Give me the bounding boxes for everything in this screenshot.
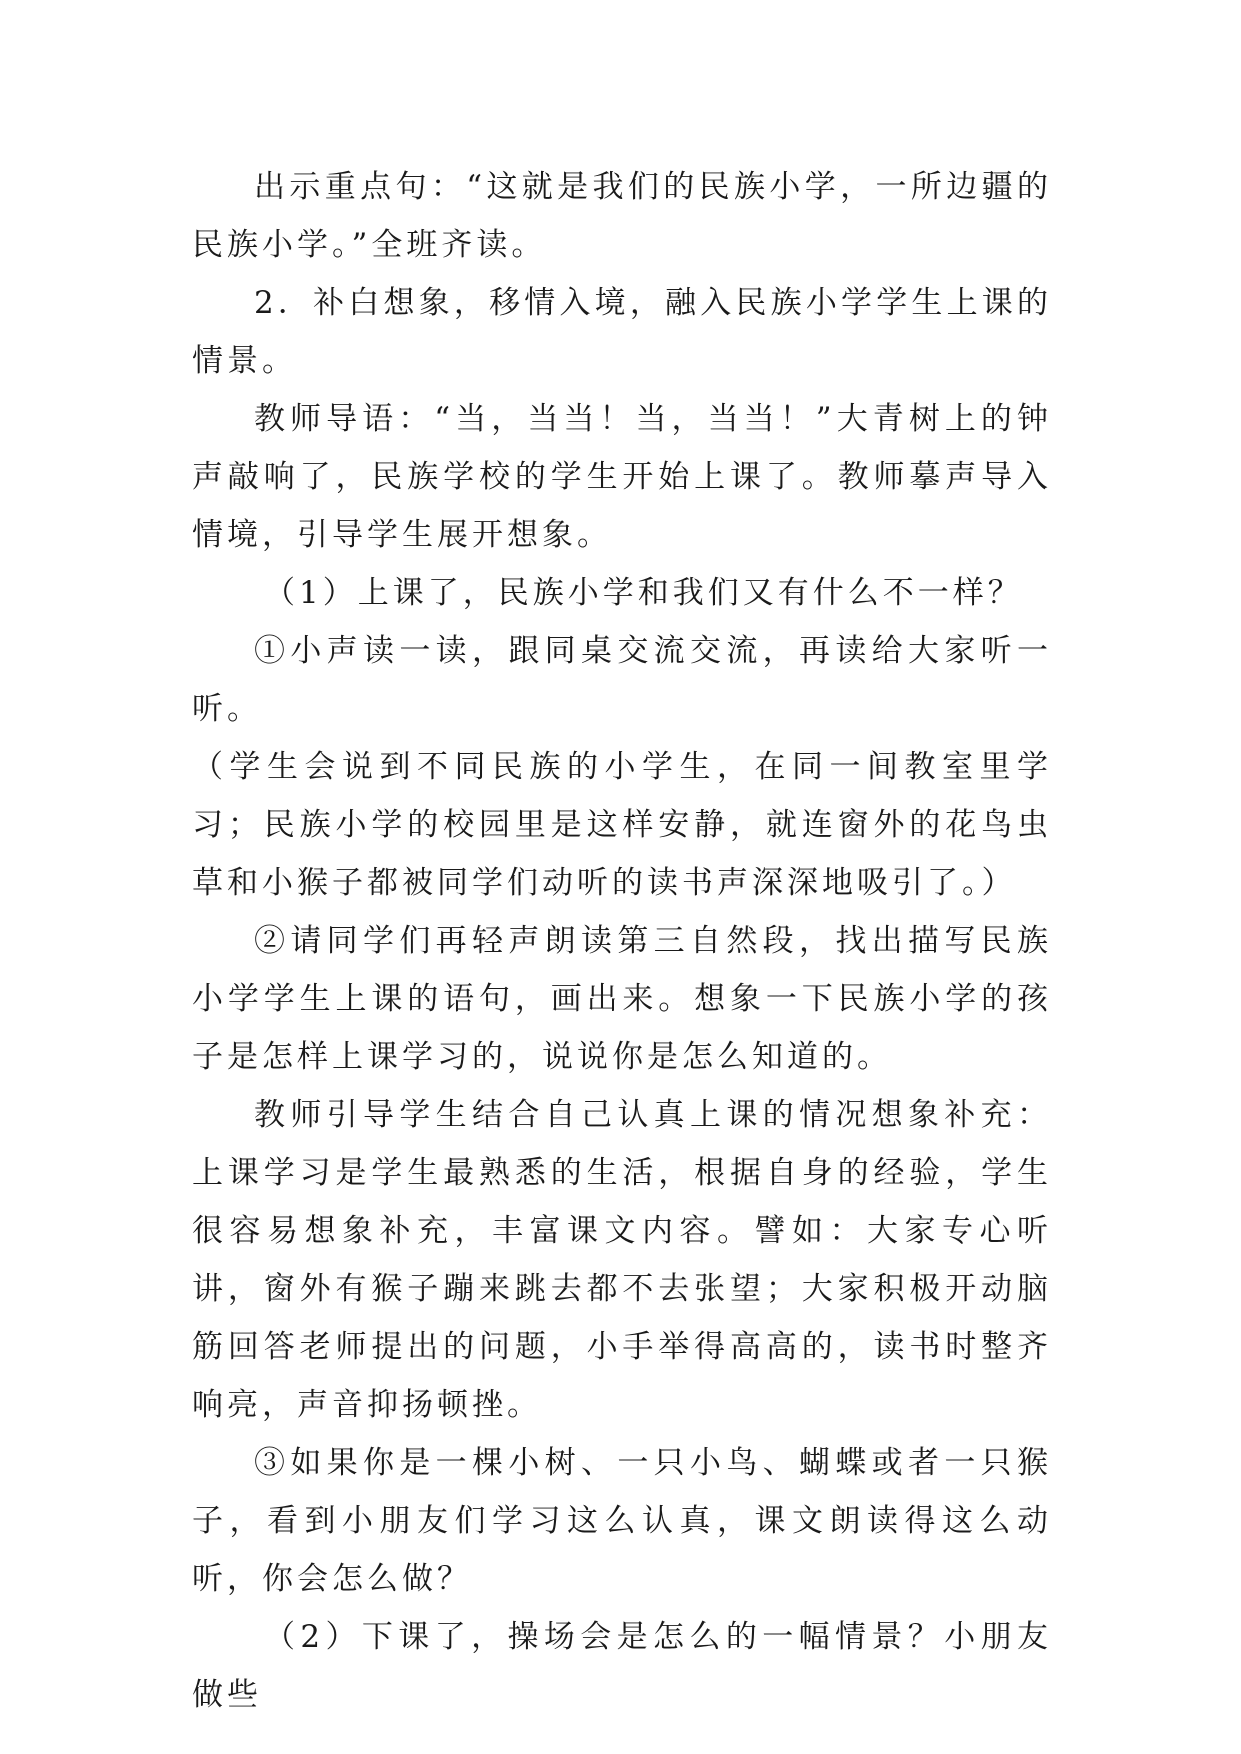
paragraph-item-3: ③如果你是一棵小树、一只小鸟、蝴蝶或者一只猴子，看到小朋友们学习这么认真，课文朗读得这么动听，你会怎么做？ [192, 1445, 1052, 1597]
paragraph-teacher-guidance: 教师引导学生结合自己认真上课的情况想象补充：上课学习是学生最熟悉的生活，根据自身的经验，学生很容易想象补充，丰富课文内容。譬如：大家专心听讲，窗外有猴子蹦来跳去都不去张望；大家积极开动脑筋回答老师提出的问题，小手举得高高的，读书时整齐响亮，声音抑扬顿挫。 [192, 1097, 1052, 1423]
paragraph-question-2: （2）下课了，操场会是怎么的一幅情景？小朋友做些 [192, 1619, 1052, 1713]
paragraph-item-1: ①小声读一读，跟同桌交流交流，再读给大家听一听。 [192, 633, 1052, 727]
paragraph-teacher-intro: 教师导语：“当，当当！当，当当！”大青树上的钟声敲响了，民族学校的学生开始上课了。教师摹声导入情境，引导学生展开想象。 [192, 401, 1052, 553]
paragraph-key-sentence: 出示重点句：“这就是我们的民族小学，一所边疆的民族小学。”全班齐读。 [192, 169, 1052, 263]
paragraph-question-1: （1）上课了，民族小学和我们又有什么不一样？ [264, 575, 1023, 611]
document-body [192, 158, 1052, 1724]
paragraph-step-2: 2．补白想象，移情入境，融入民族小学学生上课的情景。 [192, 285, 1052, 379]
paragraph-item-2: ②请同学们再轻声朗读第三自然段，找出描写民族小学学生上课的语句，画出来。想象一下民族小学的孩子是怎样上课学习的，说说你是怎么知道的。 [192, 923, 1052, 1075]
paragraph-student-answer: （学生会说到不同民族的小学生，在同一间教室里学习；民族小学的校园里是这样安静，就连窗外的花鸟虫草和小猴子都被同学们动听的读书声深深地吸引了。） [192, 749, 1052, 901]
